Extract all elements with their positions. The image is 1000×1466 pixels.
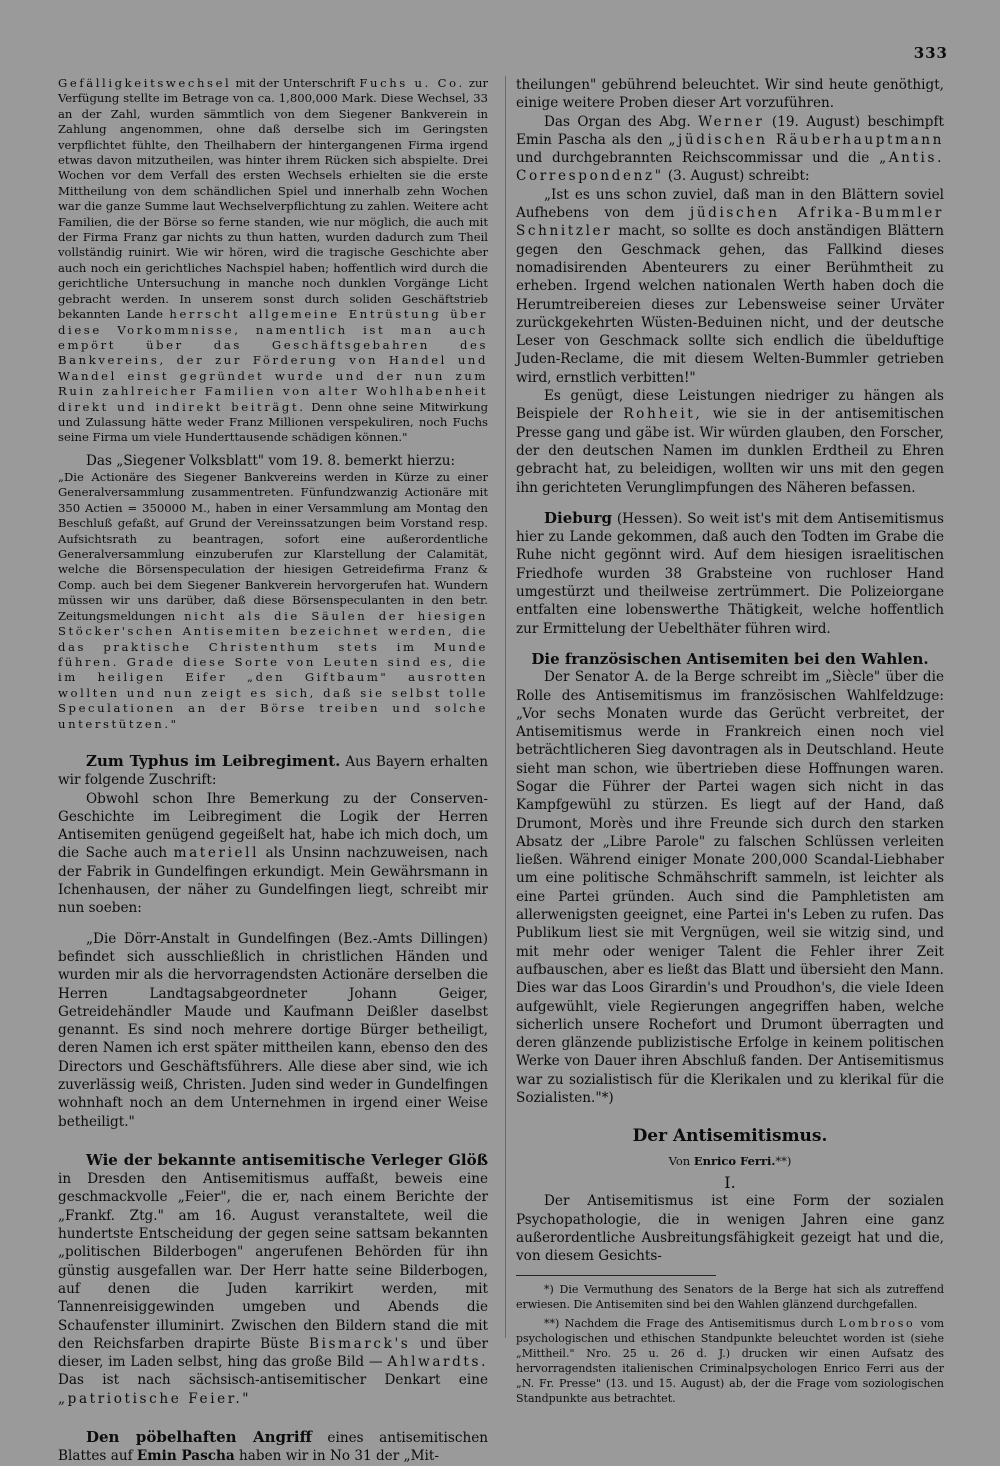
article-byline [516, 1152, 944, 1170]
heading-dieburg: Dieburg [544, 508, 613, 527]
paragraph-rohheit [516, 387, 944, 497]
gloess-feier: „patriotische Feier." [58, 1390, 252, 1407]
paragraph-siegener-volksblatt-quote [58, 470, 488, 732]
fuchs-run: Fuchs u. Co. [359, 76, 465, 90]
heading-franzoesische-antisemiten: Die französischen Antisemiten bei den Wahlen. [531, 649, 929, 668]
quote-text-c: macht, so sollte es doch anständigen Blättern gegen den Geschmack gehen, das Fallkind dieses nomadisirenden Abenteurers zu einer Berühmtheit zu erheben. Irgend welchen nationalen Werth haben doch die Herumtreibereien dieses zur Lebensweise seiner Urväter zurückgekehrten Wüsten-Beduinen nicht, und der deutsche Leser von Geschmack sollte sich endlich die übelduftige Juden-Reclame, die mit diesem Welten-Bummler getrieben wird, ernstlich verbitten!" [516, 223, 944, 386]
gloess-text-c: und über dieser, im Laden selbst, hing das große Bild — [58, 1335, 489, 1371]
werner-text-e: und durchgebrannten Reichscommissar und die [516, 150, 880, 167]
paragraph-fuchs-bankverein [58, 76, 488, 446]
byline-prefix: Von [668, 1153, 694, 1168]
fuchs-run: Denn ohne seine Mitwirkung und Zulassung hätte weder Franz Millionen verspekuliren, noch Fuchs seine Firma um viele Hunderttausende schädigen können." [58, 399, 488, 445]
paragraph-siegener-volksblatt-intro: Das „Siegener Volksblatt" vom 19. 8. bemerkt hierzu: [86, 452, 456, 469]
gloess-ahlwardt: Ahlwardts. [387, 1354, 488, 1371]
rohheit-word: Rohheit, [623, 406, 703, 423]
fuchs-run: Gefälligkeitswechsel [58, 76, 232, 90]
werner-text-g: (3. August) schreibt: [663, 168, 810, 185]
werner-raeuber: „jüdischen Räuberhauptmann [668, 131, 944, 148]
fuchs-run: mit der Unterschrift [231, 76, 360, 90]
angriff-text-c: haben wir in No 31 der „Mit- [234, 1448, 439, 1465]
paragraph-werner [516, 113, 944, 186]
typhus-intro: Aus Bayern erhalten wir folgende Zuschrift: [58, 753, 488, 789]
gloess-text-a: in Dresden den Antisemitismus auffaßt, beweis eine geschmackvolle „Feier", die er, nach einem Berichte der „Frankf. Ztg." am 16. August veranstaltete, weil die hundertste Entscheidung der gegen seine sattsam bekannten „politischen Bilderbogen" angerufenen Behörden für ihn günstig ausgefallen war. Der Herr hatte seine Bilderbogen, auf denen die Juden karrikirt werden, mit Tannenreisiggewinden umgeben und Abends die Schaufenster illuminirt. Zwischen den Bildern stand die mit den Reichsfarben drapirte Büste [58, 1171, 488, 1352]
fuchs-run: zur Verfügung stellte im Betrage von ca. 1,800,000 Mark. Diese Wechsel, 33 an der Zahl, wurden sämmtlich von dem Siegener Bankverein in Zahlung angenommen, ohne daß derselbe sich im Geringsten verpflichtet fühlte, den Theilhabern der hintergangenen Firma irgend etwas davon mitzutheilen, was hinter ihrem Rücken sich abspielte. Drei Wochen vor dem Verfall des ersten Wechsels erhielten sie die erste Mittheilung von dem schändlichen Spiel und innerhalb zehn Wochen war die ganze Summe laut Wechselverpflichtung zu zahlen. Weitere acht Familien, die der Börse so ferne standen, wie nur möglich, die auch mit der Firma Franz gar nichts zu thun hatten, wurden dadurch zum Theil vollständig ruinirt. Wie wir hören, wird die tragische Geschichte aber auch noch ein gerichtliches Nachspiel haben; hoffentlich wird durch die gerichtliche Untersuchung in manche noch dunklen Vorgänge Licht gebracht werden. In unserem sonst durch soliden Geschäftstrieb bekannten Lande [58, 76, 488, 322]
fn2-text-c: vom psychologischen und ethischen Standpunkte beleuchtet worden ist (siehe „Mittheil." Nro. 25 u. 26 d. J.) drucken wir einen Aufsatz des hervorragendsten italienischen Criminalpsychologen Enrico Ferri aus der „N. Fr. Presse" (13. und 15. August) ab, der die Frage vom soziologischen Standpunkte aus betrachtet. [516, 1317, 944, 1406]
page-number: 333 [913, 44, 948, 62]
typhus-text-a: Obwohl schon Ihre Bemerkung zu der Conserven-Geschichte im Leibregiment die Logik der Herren Antisemiten genügend gegeißelt hat, habe ich mich doch, um die Sache auch [58, 790, 488, 862]
typhus-emph: materiell [173, 845, 260, 862]
quote-bummler: jüdischen Afrika-Bummler Schnitzler [516, 205, 944, 240]
section-number: I. [724, 1172, 736, 1192]
article-emin-pascha [58, 1428, 488, 1466]
typhus-text-c: als Unsinn nachzuweisen, nach der Fabrik in Gundelfingen erkundigt. Mein Gewährsmann in Ichenhausen, der näher zu Gundelfingen liegt, schreibt mir nun soeben: [58, 845, 488, 917]
fuchs-run: herrscht allgemeine Entrüstung über diese Vorkommnisse, namentlich ist man auch empört über das Geschäftsgebahren des Bankvereins, der zur Förderung von Handel und Wandel einst gegründet wurde und der nun zum Ruin zahlreicher Familien von alter Wohlhabenheit direkt und indirekt beiträgt. [58, 307, 488, 414]
byline-mark: **) [775, 1153, 792, 1168]
paragraph-antis-quote [516, 186, 944, 387]
angriff-emin: Emin Pascha [136, 1448, 235, 1465]
gloess-text-e: Das ist nach sächsisch-antisemitischer Denkart eine [58, 1372, 488, 1389]
article-typhus [58, 752, 488, 790]
byline-author: Enrico Ferri. [693, 1153, 776, 1168]
rohheit-text-c: wie sie in der antisemitischen Presse gang und gäbe ist. Wir würden glauben, den Forscher, der den deutschen Namen im dunklen Erdtheil zu Ehren gebracht hat, zu beleidigen, wollten wir uns mit den gegen ihn gerichteten Verunglimpfungen des Näheren befassen. [516, 406, 944, 496]
column-divider [505, 76, 506, 1338]
dieburg-text: (Hessen). So weit ist's mit dem Antisemitismus hier zu Lande gekommen, daß auch den Todten im Grabe die Ruhe nicht gegönnt wird. Auf dem hiesigen israelitischen Friedhofe wurden 38 Grabsteine von ruchloser Hand umgestürzt und theilweise zertrümmert. Die Polizeiorgane entfalten eine lobenswerthe Thätigkeit, welche hoffentlich zur Ermittelung der Uebelthäter führen wird. [516, 510, 944, 637]
quote-text-a: „Ist es uns schon zuviel, daß man in den Blättern soviel Aufhebens von dem [516, 186, 944, 222]
footnote-1: *) Die Vermuthung des Senators de la Berge hat sich als zutreffend erwiesen. Die Antisemiten sind bei den Wahlen glänzend durchgefallen. [516, 1283, 944, 1312]
volksblatt-run: „Die Actionäre des Siegener Bankvereins werden in Kürze zu einer Generalversammlung zusammentreten. Fünfundzwanzig Actionäre mit 350 Actien = 350000 M., haben in einer Versammlung am Montag den Beschluß gefaßt, auf Grund der Vereinssatzungen beim Vorstand resp. Aufsichtsrath zu beantragen, sofort eine außerordentliche Generalversammlung einzuberufen zur Klarstellung der Calamität, welche die Börsenspeculation der hiesigen Getreidefirma Franz & Comp. auch bei dem Siegener Bankverein hervorgerufen hat. Wundern müssen wir uns darüber, daß diese Börsenspeculanten in den betr. Zeitungsmeldungen [58, 470, 488, 623]
gloess-bismarck: Bismarck's [309, 1335, 411, 1352]
werner-text-a: Das Organ des Abg. [544, 113, 699, 130]
werner-text-c: (19. August) beschimpft Emin Pascha als den [516, 113, 944, 148]
heading-gloess: Wie der bekannte antisemitische Verleger Glöß [86, 1150, 488, 1169]
paragraph-de-la-berge: Der Senator A. de la Berge schreibt im „Siècle" über die Rolle des Antisemitismus im französischen Wahlfeldzuge: „Vor sechs Monaten wurde das Gerücht verbreitet, der Antisemitismus werde in Frankreich einen noch viel beträchtlicheren Sieg davontragen als in Deutschland. Heute sieht man schon, wie übertrieben diese Hoffnungen waren. Sogar die Führer der Partei wagen sich nicht in das Kampfgewühl zu stürzen. Es liegt auf der Hand, daß Drumont, Morès und ihre Freunde sich durch den starken Absatz der „Libre Parole" zu falschen Schlüssen verleiten ließen. Während einiger Monate 200,000 Scandal-Liebhaber um eine politische Schmähschrift sammeln, ist leichter als eine Partei gründen. Auch sind die Pamphletisten am allerwenigsten geeignet, eine Partei in's Leben zu rufen. Das Publikum liest sie mit Vergnügen, weil sie witzig sind, und mit mehr oder weniger Talent die Fehler ihrer Zeit aufbauschen, aber es ließt das Blatt und übersieht den Mann. Dies war das Loos Girardin's und Proudhon's, die viele Ideen aufgewühlt, viele Regierungen angegriffen haben, welche sicherlich unsere Rochefort und Drumont überragten und deren glänzende publizistische Erfolge in keinem politischen Werke von Dauer ihren Abschluß fanden. Der Antisemitismus war zu sozialistisch für die Klerikalen und zu klerikal für die Sozialisten."*) [516, 669, 944, 1107]
paragraph-mittheilungen-cont: theilungen" gebührend beleuchtet. Wir sind heute genöthigt, einige weitere Proben dieser Art vorzuführen. [516, 77, 944, 112]
right-column [516, 76, 944, 1406]
article-title: Der Antisemitismus. [632, 1126, 828, 1147]
werner-correspondenz: „Antis. Correspondenz" [516, 150, 944, 185]
werner-name: Werner [698, 113, 765, 130]
rohheit-text-a: Es genügt, diese Leistungen niedriger zu hängen als Beispiele der [516, 388, 944, 423]
footnote-2 [516, 1316, 944, 1406]
footnote-rule [516, 1275, 716, 1276]
angriff-text-a: eines antisemitischen Blattes auf [58, 1430, 488, 1465]
paragraph-antisemitismus-intro: Der Antisemitismus ist eine Form der sozialen Psychopathologie, die in wenigen Jahren eine ganz außerordentliche Ausbreitungsfähigkeit gezeigt hat und die, von diesem Gesichts- [516, 1193, 944, 1265]
paragraph-doerr-anstalt: „Die Dörr-Anstalt in Gundelfingen (Bez.-Amts Dillingen) befindet sich ausschließlich in christlichen Händen und wurden mir als die hervorragendsten Actionäre derselben die Herren Landtagsabgeordneter Johann Geiger, Getreidehändler Maude und Kaufmann Deißler daselbst genannt. Es sind noch mehrere dortige Bürger betheiligt, deren Namen ich erst später mittheilen kann, ebenso den des Directors und Geschäftsführers. Alle diese aber sind, wie ich zuverlässig weiß, Christen. Juden sind weder in Gundelfingen wohnhaft noch an dem Unternehmen in irgend einer Weise betheiligt." [58, 930, 488, 1130]
left-column [58, 76, 488, 1466]
volksblatt-run: nicht als die Säulen der hiesigen Stöcker'schen Antisemiten bezeichnet werden, die das praktische Christenthum stets im Munde führen. Grade diese Sorte von Leuten sind es, die im heiligen Eifer „den Giftbaum" ausrotten wollten und nun zeigt es sich, daß sie selbst tolle Speculationen an der Börse treiben und solche unterstützen." [58, 608, 488, 731]
heading-typhus: Zum Typhus im Leibregiment. [86, 751, 341, 770]
paragraph-typhus-body [58, 790, 488, 918]
article-dieburg [516, 509, 944, 638]
article-gloess [58, 1151, 488, 1408]
heading-angriff: Den pöbelhaften Angriff [86, 1428, 312, 1447]
fn2-lombroso: Lombroso [838, 1317, 916, 1331]
fn2-text-a: **) Nachdem die Frage des Antisemitismus durch [544, 1317, 839, 1331]
